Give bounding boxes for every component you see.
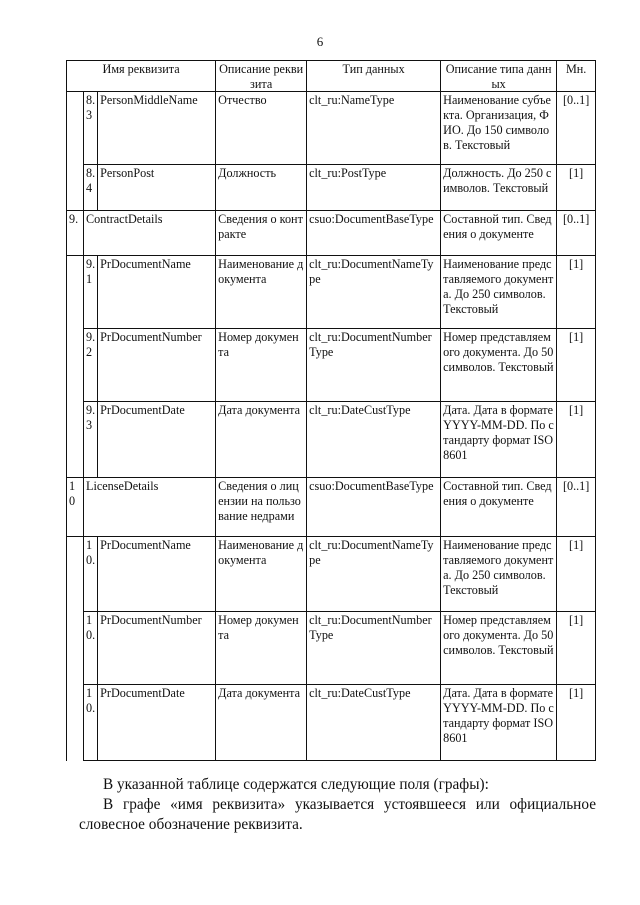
row-multiplicity: [1] bbox=[557, 329, 596, 402]
table-row bbox=[67, 256, 596, 329]
row-name: PrDocumentNumber bbox=[98, 329, 216, 402]
table-row bbox=[67, 537, 596, 612]
table-row bbox=[67, 478, 596, 537]
table-row bbox=[67, 211, 596, 256]
row-data-type: clt_ru:NameType bbox=[307, 92, 441, 165]
row-type-description: Составной тип. Сведения о документе bbox=[441, 211, 557, 256]
row-description: Номер документа bbox=[216, 329, 307, 402]
row-type-description: Наименование представляемого документа. До 250 символов. Текстовый bbox=[441, 256, 557, 329]
row-data-type: clt_ru:DocumentNumberType bbox=[307, 612, 441, 685]
table-row bbox=[67, 685, 596, 761]
table-row bbox=[67, 402, 596, 478]
paragraph-intro: В указанной таблице содержатся следующие поля (графы): bbox=[103, 776, 489, 793]
row-data-type: clt_ru:DocumentNumberType bbox=[307, 329, 441, 402]
row-number: 10 bbox=[67, 478, 84, 537]
row-multiplicity: [0..1] bbox=[557, 92, 596, 165]
row-description: Наименование документа bbox=[216, 537, 307, 612]
row-number: 9.1 bbox=[84, 256, 98, 329]
row-name: PersonMiddleName bbox=[98, 92, 216, 165]
row-description: Номер документа bbox=[216, 612, 307, 685]
row-description: Сведения о лицензии на пользование недрами bbox=[216, 478, 307, 537]
row-number: 10. bbox=[84, 612, 98, 685]
header-description: Описание реквизита bbox=[216, 61, 307, 92]
row-data-type: clt_ru:DocumentNameType bbox=[307, 537, 441, 612]
row-number: 9.3 bbox=[84, 402, 98, 478]
row-data-type: csuo:DocumentBaseType bbox=[307, 211, 441, 256]
row-type-description: Номер представляемого документа. До 50 символов. Текстовый bbox=[441, 612, 557, 685]
row-multiplicity: [0..1] bbox=[557, 478, 596, 537]
row-description: Отчество bbox=[216, 92, 307, 165]
row-type-description: Номер представляемого документа. До 50 символов. Текстовый bbox=[441, 329, 557, 402]
row-multiplicity: [1] bbox=[557, 256, 596, 329]
row-number: 9. bbox=[67, 211, 84, 256]
row-name: ContractDetails bbox=[84, 211, 216, 256]
page-number: 6 bbox=[316, 34, 324, 49]
row-description: Сведения о контракте bbox=[216, 211, 307, 256]
row-number: 8.3 bbox=[84, 92, 98, 165]
row-data-type: csuo:DocumentBaseType bbox=[307, 478, 441, 537]
row-type-description: Дата. Дата в формате YYYY-MM-DD. По стандарту формат ISO 8601 bbox=[441, 402, 557, 478]
row-number: 10. bbox=[84, 537, 98, 612]
row-description: Наименование документа bbox=[216, 256, 307, 329]
row-multiplicity: [1] bbox=[557, 402, 596, 478]
header-multiplicity: Мн. bbox=[557, 61, 596, 92]
table-row bbox=[67, 165, 596, 211]
header-type-description: Описание типа данных bbox=[441, 61, 557, 92]
row-data-type: clt_ru:DocumentNameType bbox=[307, 256, 441, 329]
row-multiplicity: [1] bbox=[557, 685, 596, 761]
row-type-description: Наименование субъекта. Организация, ФИО. До 150 символов. Текстовый bbox=[441, 92, 557, 165]
row-data-type: clt_ru:DateCustType bbox=[307, 402, 441, 478]
row-number: 8.4 bbox=[84, 165, 98, 211]
row-description: Должность bbox=[216, 165, 307, 211]
row-data-type: clt_ru:PostType bbox=[307, 165, 441, 211]
paragraph-body-line-1: В графе «имя реквизита» указывается устоявшееся или официальное bbox=[103, 796, 596, 813]
row-name: PersonPost bbox=[98, 165, 216, 211]
header-data-type: Тип данных bbox=[307, 61, 441, 92]
row-name: LicenseDetails bbox=[84, 478, 216, 537]
row-description: Дата документа bbox=[216, 402, 307, 478]
table-header-row bbox=[67, 61, 596, 92]
row-name: PrDocumentName bbox=[98, 256, 216, 329]
row-multiplicity: [1] bbox=[557, 612, 596, 685]
row-multiplicity: [1] bbox=[557, 537, 596, 612]
row-name: PrDocumentName bbox=[98, 537, 216, 612]
table-row bbox=[67, 92, 596, 165]
row-type-description: Должность. До 250 символов. Текстовый bbox=[441, 165, 557, 211]
row-type-description: Дата. Дата в формате YYYY-MM-DD. По стандарту формат ISO 8601 bbox=[441, 685, 557, 761]
row-number: 10. bbox=[84, 685, 98, 761]
row-type-description: Наименование представляемого документа. До 250 символов. Текстовый bbox=[441, 537, 557, 612]
row-multiplicity: [1] bbox=[557, 165, 596, 211]
row-number: 9.2 bbox=[84, 329, 98, 402]
table-row bbox=[67, 612, 596, 685]
header-name: Имя реквизита bbox=[67, 61, 216, 92]
row-multiplicity: [0..1] bbox=[557, 211, 596, 256]
row-type-description: Составной тип. Сведения о документе bbox=[441, 478, 557, 537]
row-name: PrDocumentDate bbox=[98, 402, 216, 478]
row-name: PrDocumentNumber bbox=[98, 612, 216, 685]
paragraph-body-line-2: словесное обозначение реквизита. bbox=[79, 816, 303, 833]
row-description: Дата документа bbox=[216, 685, 307, 761]
row-name: PrDocumentDate bbox=[98, 685, 216, 761]
row-data-type: clt_ru:DateCustType bbox=[307, 685, 441, 761]
requisites-table bbox=[66, 60, 596, 761]
table-row bbox=[67, 329, 596, 402]
